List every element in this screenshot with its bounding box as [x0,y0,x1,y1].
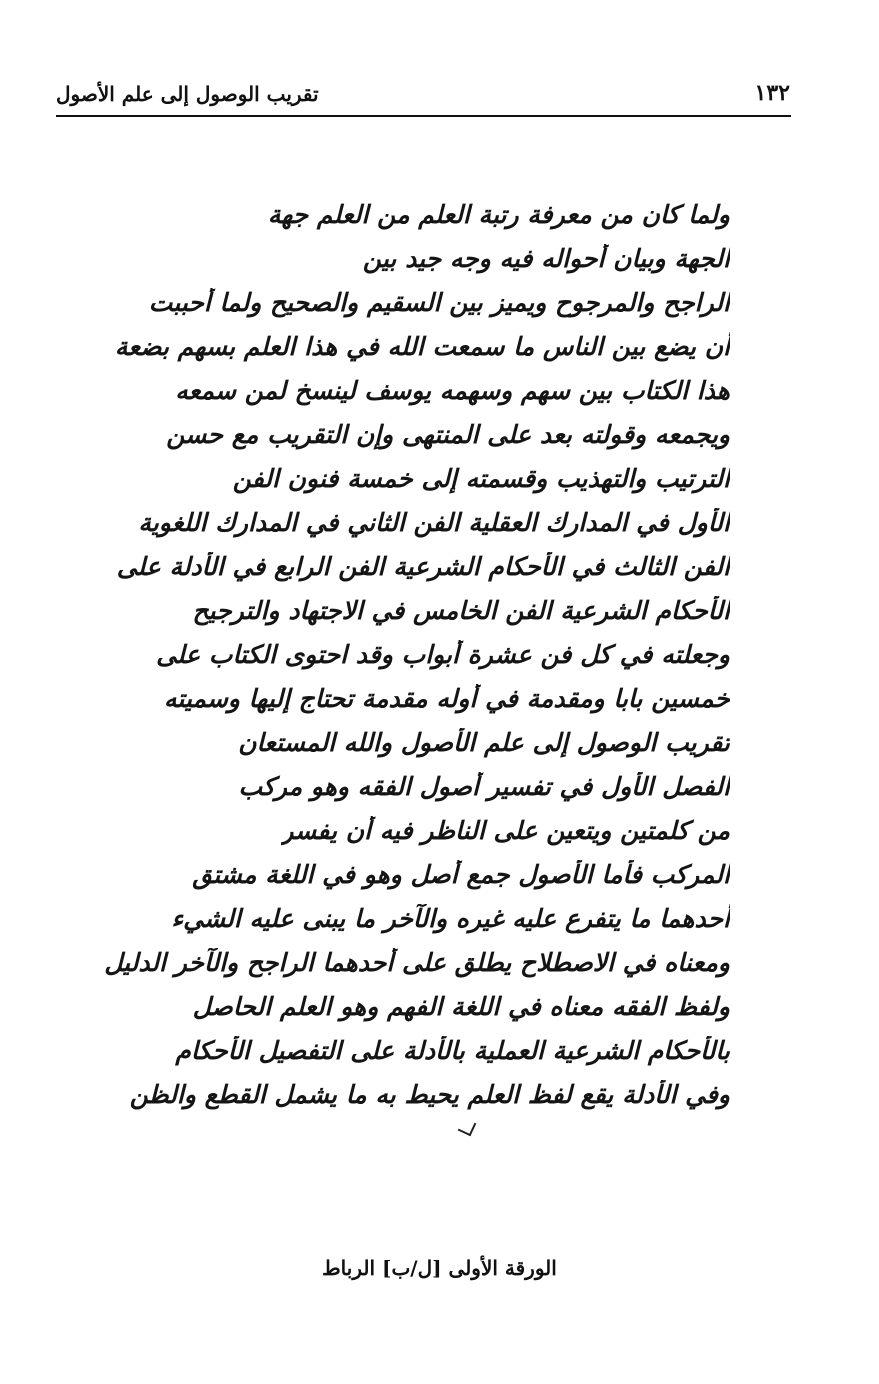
manuscript-line: تقريب الوصول إلى علم الأصول والله المستعان [238,728,730,757]
folio-caption: الورقة الأولى [ل/ب] الرباط [322,1256,557,1280]
manuscript-line: ولفظ الفقه معناه في اللغة الفهم وهو العلم الحاصل [192,992,730,1021]
manuscript-line: بالأحكام الشرعية العملية بالأدلة على التفصيل الأحكام [175,1036,730,1065]
manuscript-line: الفصل الأول في تفسير أصول الفقه وهو مركب [238,772,730,801]
manuscript-line: ولما كان من معرفة رتبة العلم من العلم جهة [267,200,730,229]
manuscript-line: الراجح والمرجوح ويميز بين السقيم والصحيح ولما أحببت [148,288,730,317]
manuscript-line: ومعناه في الاصطلاح يطلق على أحدهما الراجح والآخر الدليل [104,948,730,977]
manuscript-line: من كلمتين ويتعين على الناظر فيه أن يفسر [281,816,730,845]
running-title: تقريب الوصول إلى علم الأصول [56,82,319,106]
manuscript-line: أن يضع بين الناس ما سمعت الله في هذا العلم بسهم بضعة [114,332,730,361]
manuscript-line: الترتيب والتهذيب وقسمته إلى خمسة فنون الفن [232,464,730,493]
manuscript-line: أحدهما ما يتفرع عليه غيره والآخر ما يبنى عليه الشيء [171,904,730,933]
manuscript-line: وجعلته في كل فن عشرة أبواب وقد احتوى الكتاب على [156,640,730,669]
manuscript-line: ويجمعه وقولته بعد على المنتهى وإن التقريب مع حسن [166,420,730,449]
manuscript-line: الجهة وبيان أحواله فيه وجه جيد بين [362,244,730,273]
manuscript-image [104,200,730,1140]
manuscript-line: وفي الأدلة يقع لفظ العلم يحيط به ما يشمل القطع والظن [129,1080,730,1109]
manuscript-line: الفن الثالث في الأحكام الشرعية الفن الرابع في الأدلة على [116,552,730,581]
manuscript-line: الأحكام الشرعية الفن الخامس في الاجتهاد والترجيح [192,596,730,625]
manuscript-line: هذا الكتاب بين سهم وسهمه يوسف لينسخ لمن سمعه [175,376,730,405]
manuscript-line: الأول في المدارك العقلية الفن الثاني في المدارك اللغوية [138,508,730,537]
manuscript-line: خمسين بابا ومقدمة في أوله مقدمة تحتاج إليها وسميته [164,684,730,713]
header-rule [56,115,791,117]
manuscript-line: المركب فأما الأصول جمع أصل وهو في اللغة مشتق [192,860,730,889]
page-number: ١٣٢ [754,80,790,106]
page-header [56,74,790,114]
